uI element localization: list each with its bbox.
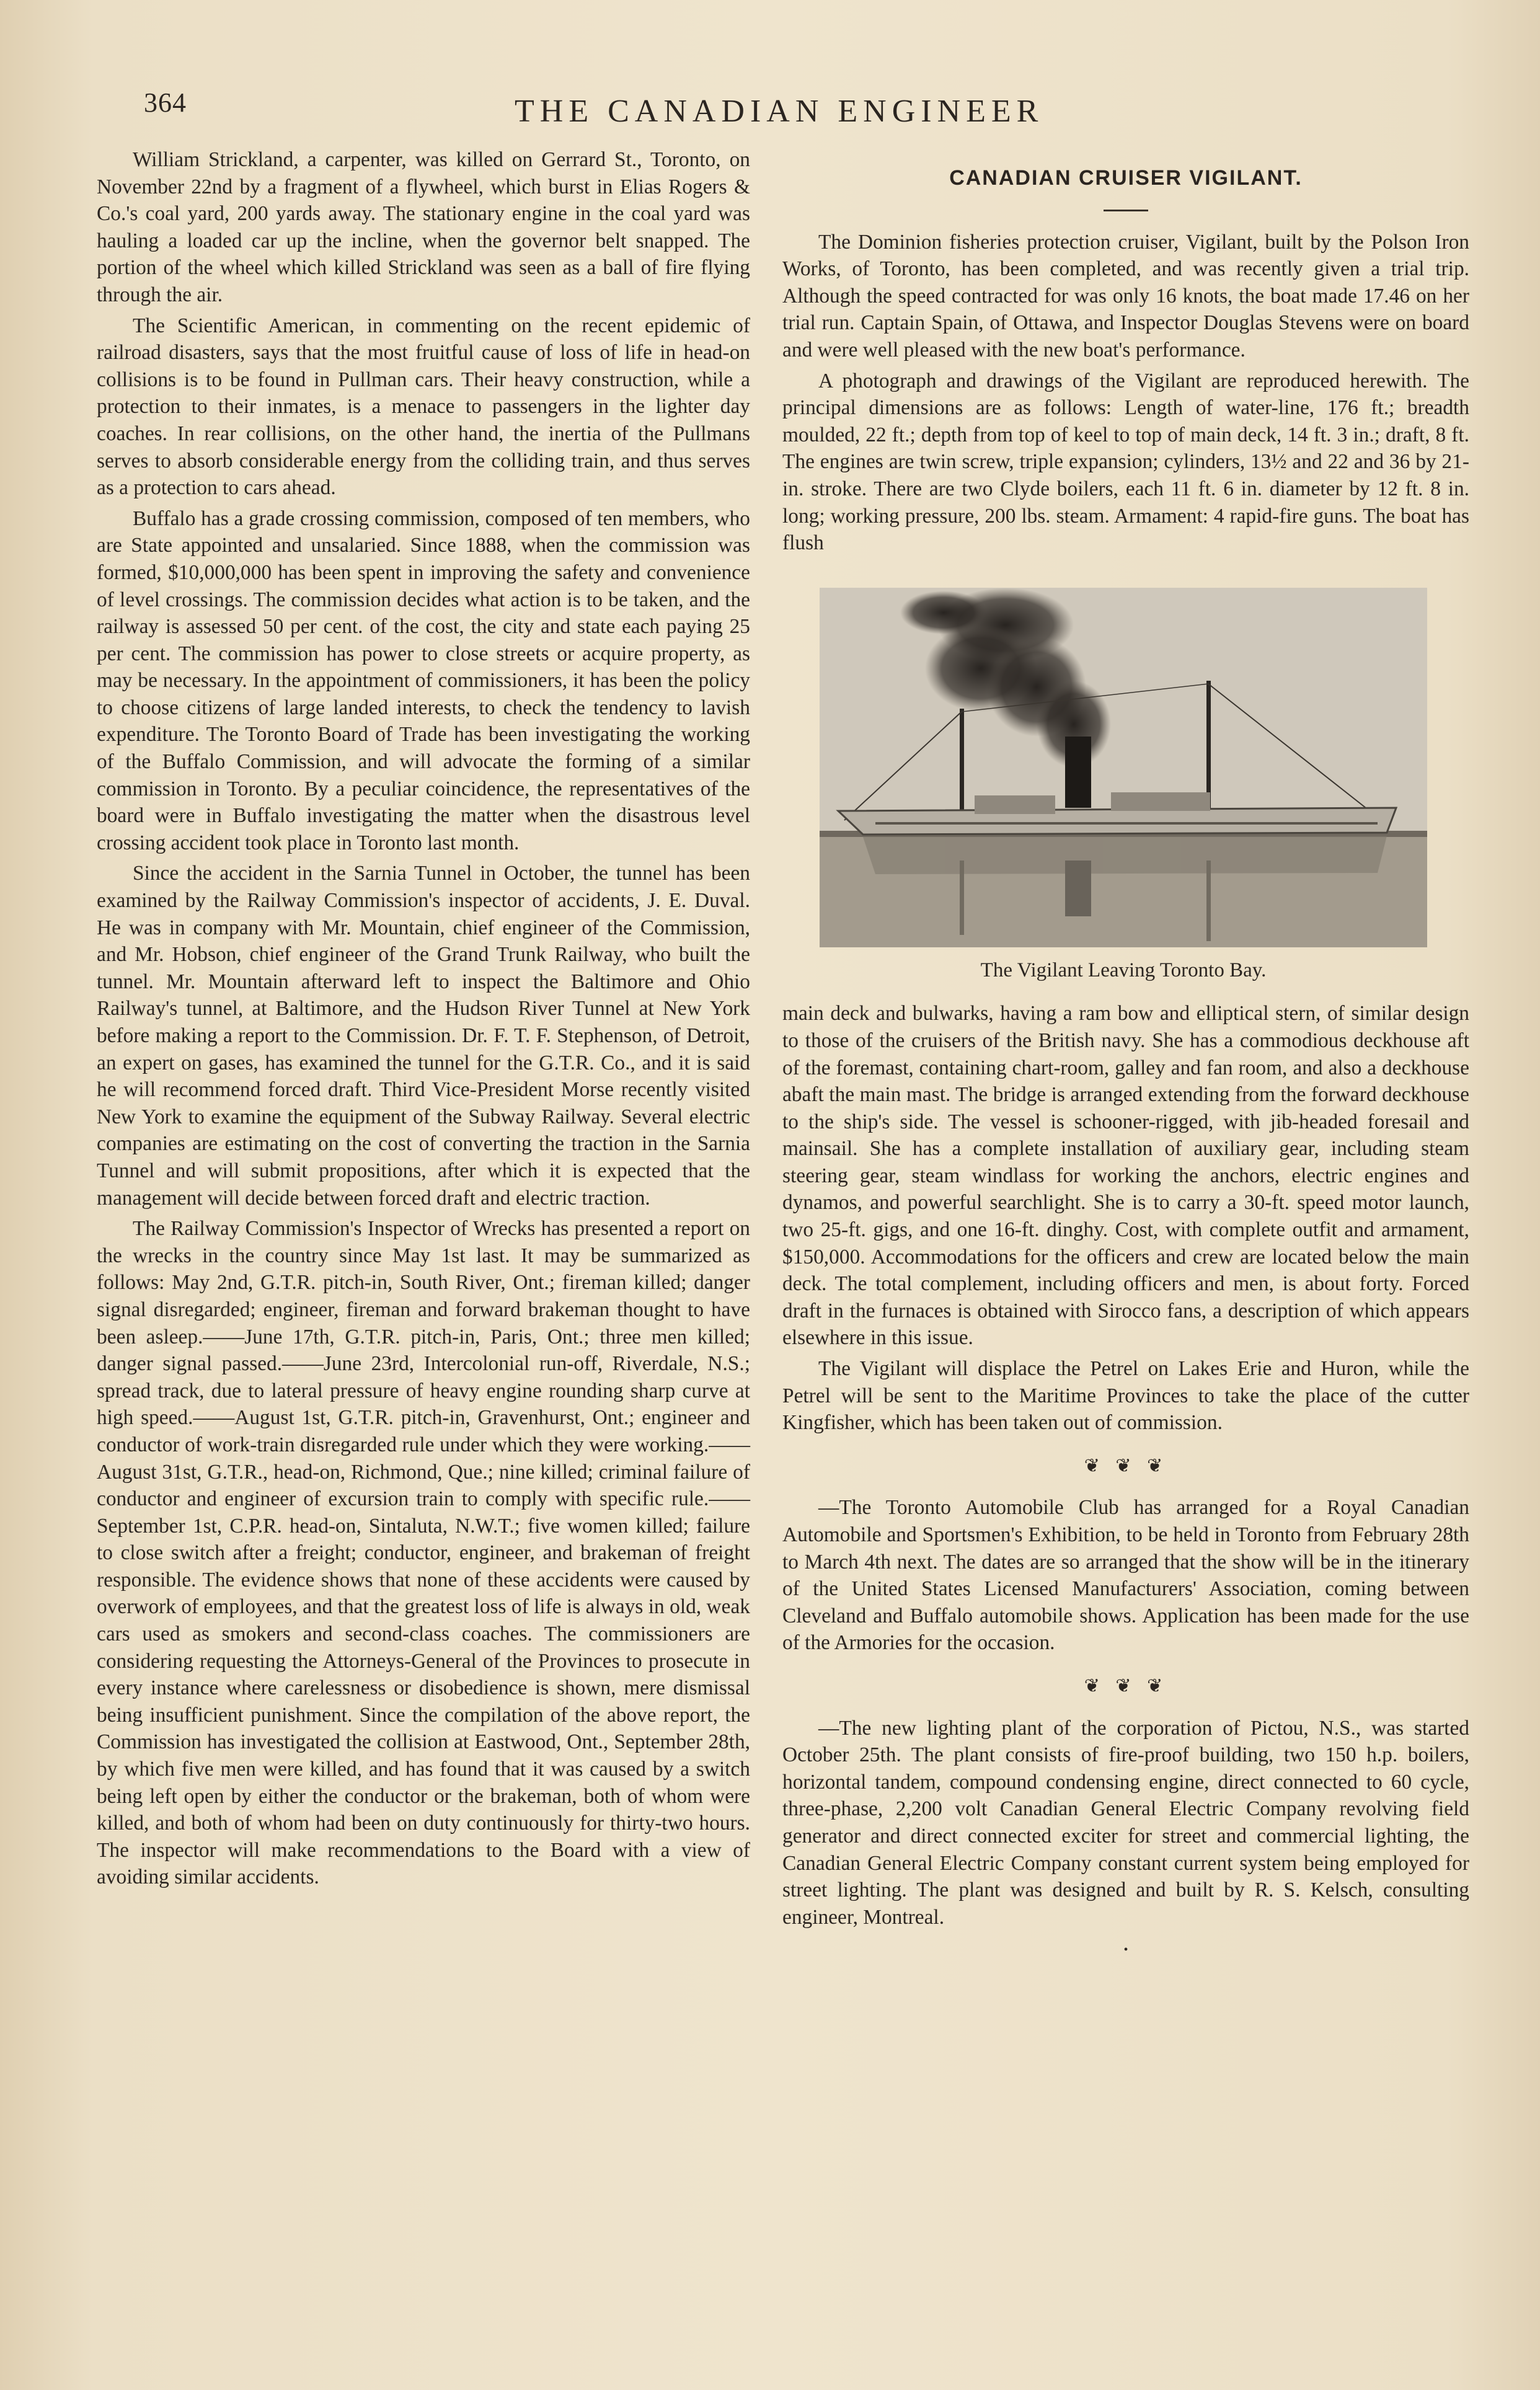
paragraph-automobile-exhibition: —The Toronto Automobile Club has arranged for a Royal Canadian Automobile and Sportsmen's Exhibition, to be held in Toronto from February 28th to March 4th next. The dates are so arranged that the show will be in the itinerary of the United States Licensed Manufacturers' Association, coming between Cleveland and Buffalo automobile shows. Application has been made for the use of the Armories for the occasion. bbox=[782, 1496, 1469, 1655]
paragraph-vigilant-intro: The Dominion fisheries protection cruiser, Vigilant, built by the Polson Iron Works, of Toronto, has been completed, and was recently given a trial trip. Although the speed contracted for was only 16 knots, the boat made 17.46 on her trial run. Captain Spain, of Ottawa, and Inspector Douglas Stevens were on board and were well pleased with the new boat's performance. bbox=[782, 230, 1469, 361]
right-column bbox=[782, 146, 1469, 1964]
end-mark: • bbox=[1123, 1943, 1128, 1957]
figure-caption: The Vigilant Leaving Toronto Bay. bbox=[980, 958, 1267, 981]
title-rule bbox=[1104, 210, 1148, 211]
paragraph-sarnia-tunnel: Since the accident in the Sarnia Tunnel in October, the tunnel has been examined by the Railway Commission's inspector of accidents, J. E. Duval. He was in company with Mr. Mountain, chief engineer of the Commission, and Mr. Hobson, chief engineer of the Grand Trunk Railway, who built the tunnel. Mr. Mountain afterward left to inspect the Baltimore and Ohio Railway's tunnel, at Baltimore, and the Hudson River Tunnel at New York before making a report to the Commission. Dr. F. T. F. Stephenson, of Detroit, an expert on gases, has examined the tunnel for the G.T.R. Co., and it is said he will recommend forced draft. Third Vice-President Morse recently visited New York to examine the equipment of the Subway Railway. Several electric companies are estimating on the cost of converting the traction in the Sarnia Tunnel and will submit propositions, after which it is expected that the management will decide between forced draft and electric traction. bbox=[97, 862, 750, 1210]
paragraph-grade-crossing-commission: Buffalo has a grade crossing commission, composed of ten members, who are State appointed and unsalaried. Since 1888, when the commission was formed, $10,000,000 has been spent in improving the safety and convenience of level crossings. The commission decides what action is to be taken, and the railway is assessed 50 per cent. of the cost, the city and state each paying 25 per cent. The commission has power to close streets or acquire property, as may be necessary. In the appointment of commissioners, it has been the policy to choose citizens of large landed interests, to check the tendency to lavish expenditure. The Toronto Board of Trade has been investigating the working of the Buffalo Commission, and will advocate the forming of a similar commission in Toronto. By a peculiar coincidence, the representatives of the board were in Buffalo investigating the matter when the disastrous level crossing accident took place in Toronto last month. bbox=[97, 507, 750, 854]
paragraph-vigilant-displace-petrel: The Vigilant will displace the Petrel on Lakes Erie and Huron, while the Petrel will be sent to the Maritime Provinces to take the place of the cutter Kingfisher, which has been taken out of commission. bbox=[782, 1357, 1469, 1435]
paragraph-vigilant-deck: main deck and bulwarks, having a ram bow and elliptical stern, of similar design to those of the cruisers of the British navy. She has a commodious deckhouse aft of the foremast, containing chart-room, galley and fan room, and also a deckhouse abaft the main mast. The bridge is arranged extending from the forward deckhouse to the ship's side. The vessel is schooner-rigged, with jib-headed foresail and mainsail. She has a complete installation of auxiliary gear, including steam steering gear, steam windlass for working the anchors, electric engines and dynamos, and powerful searchlight. She is to carry a 30-ft. speed motor launch, two 25-ft. gigs, and one 16-ft. dinghy. Cost, with complete outfit and armament, $150,000. Accommodations for the officers and crew are located below the main deck. The total complement, including officers and men, is about forty. Forced draft in the furnaces is obtained with Sirocco fans, a description of which appears elsewhere in this issue. bbox=[782, 1002, 1469, 1350]
paragraph-vigilant-dimensions: A photograph and drawings of the Vigilant are reproduced herewith. The principal dimensions are as follows: Length of water-line, 176 ft.; breadth moulded, 22 ft.; depth from top of keel to top of main deck, 14 ft. 3 in.; draft, 8 ft. The engines are twin screw, triple expansion; cylinders, 13½ and 22 and 36 by 21-in. stroke. There are two Clyde boilers, each 11 ft. 6 in. diameter by 12 ft. 8 in. long; working pressure, 200 lbs. steam. Armament: 4 rapid-fire guns. The boat has flush bbox=[782, 369, 1469, 555]
paragraph-pullman-cars: The Scientific American, in commenting on the recent epidemic of railroad disasters, says that the most fruitful cause of loss of life in head-on collisions is to be found in Pullman cars. Their heavy construction, while a protection to their inmates, is a menace to passengers in the lighter day coaches. In rear collisions, on the other hand, the inertia of the Pullmans serves to absorb considerable energy from the colliding train, and thus serves as a protection to cars ahead. bbox=[97, 314, 750, 500]
paragraph-flywheel-accident: William Strickland, a carpenter, was killed on Gerrard St., Toronto, on November 22nd by a fragment of a flywheel, which burst in Elias Rogers & Co.'s coal yard, 200 yards away. The stationary engine in the coal yard was hauling a loaded car up the incline, when the governor belt snapped. The portion of the wheel which killed Strickland was seen as a ball of fire flying through the air. bbox=[97, 148, 750, 306]
section-separator-dingbats: ❦ ❦ ❦ bbox=[1084, 1454, 1168, 1477]
mainmast bbox=[1206, 681, 1211, 811]
funnel bbox=[1065, 737, 1091, 808]
paragraph-pictou-lighting-plant: —The new lighting plant of the corporation of Pictou, N.S., was started October 25th. The plant consists of fire-proof building, two 150 h.p. boilers, horizontal tandem, compound condensing engine, direct connected to 60 cycle, three-phase, 2,200 volt Canadian General Electric Company revolving field generator and direct connected exciter for street and commercial lighting, the Canadian General Electric Company constant current system being employed for street lighting. The plant was designed and built by R. S. Kelsch, consulting engineer, Montreal. bbox=[782, 1716, 1469, 1929]
section-separator-dingbats: ❦ ❦ ❦ bbox=[1084, 1675, 1168, 1697]
left-column bbox=[97, 146, 750, 1895]
paragraph-wrecks-report: The Railway Commission's Inspector of Wrecks has presented a report on the wrecks in the country since May 1st last. It may be summarized as follows: May 2nd, G.T.R. pitch-in, South River, Ont.; fireman killed; danger signal disregarded; engineer, fireman and forward brakeman thought to have been asleep.——June 17th, G.T.R. pitch-in, Paris, Ont.; three men killed; danger signal passed.——June 23rd, Intercolonial run-off, Riverdale, N.S.; spread track, due to lateral pressure of heavy engine rounding sharp curve at high speed.——August 1st, G.T.R. pitch-in, Gravenhurst, Ont.; engineer and conductor of work-train disregarded rule under which they were working.——August 31st, G.T.R., head-on, Richmond, Que.; nine killed; criminal failure of conductor and engineer of excursion train to comply with specific rule.——September 1st, C.P.R. head-on, Sintaluta, N.W.T.; five women killed; failure to close switch after a freight; conductor, engineer, and brakeman of freight responsible. The evidence shows that none of these accidents were caused by overwork of employees, and that the greatest loss of life is always in old, weak cars used as smokers and second-class coaches. The commissioners are considering requesting the Attorneys-General of the Provinces to prosecute in every instance where carelessness or disobedience is shown, mere dismissal being insufficient punishment. Since the compilation of the above report, the Commission has investigated the collision at Eastwood, Ont., September 28th, by which five men were killed, and has found that it was caused by a switch being left open by either the conductor or the brakeman, both of whom were killed, and both of whom had been on duty continuously for thirty-two hours. The inspector will make recommendations to the Board with a view of avoiding similar accidents. bbox=[97, 1217, 750, 1889]
ship-photograph-figure bbox=[820, 588, 1427, 985]
running-title: THE CANADIAN ENGINEER bbox=[515, 94, 1044, 129]
page-number: 364 bbox=[144, 87, 187, 118]
article-title: CANADIAN CRUISER VIGILANT. bbox=[949, 166, 1303, 190]
foremast bbox=[960, 709, 964, 814]
ship-photograph bbox=[820, 588, 1427, 947]
ship-illustration bbox=[820, 588, 1427, 947]
